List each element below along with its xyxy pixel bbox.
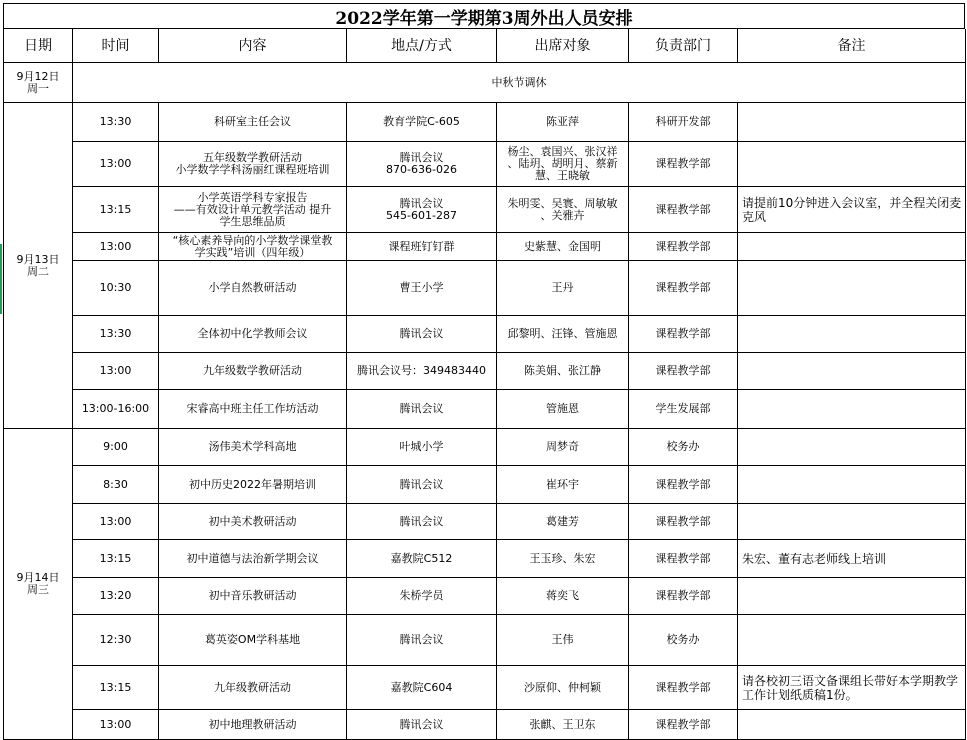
time-cell[interactable]	[73, 353, 159, 390]
place-cell[interactable]	[347, 261, 497, 316]
attendees-cell[interactable]	[497, 615, 629, 666]
column-header-7-text: 备注	[837, 37, 866, 54]
dept-cell[interactable]	[629, 666, 738, 710]
note-cell[interactable]	[738, 429, 966, 466]
attendees-cell-text: 王玉珍、朱宏	[529, 551, 596, 565]
content-cell[interactable]	[159, 142, 347, 187]
attendees-cell-text: 陈亚萍	[546, 115, 579, 128]
place-cell-text: 腾讯会议 545-601-287	[386, 196, 457, 222]
dept-cell-text: 课程教学部	[655, 239, 711, 253]
time-cell[interactable]	[73, 540, 159, 578]
dept-cell-text: 校务办	[666, 440, 700, 453]
content-cell[interactable]	[159, 710, 347, 740]
time-cell-text: 13:30	[99, 327, 132, 340]
attendees-cell[interactable]	[497, 466, 629, 504]
dept-cell[interactable]	[629, 615, 738, 666]
content-cell[interactable]	[159, 615, 347, 666]
place-cell[interactable]	[347, 429, 497, 466]
place-cell-text: 嘉教院C512	[390, 551, 453, 565]
column-header-4[interactable]	[347, 29, 497, 63]
content-cell[interactable]	[159, 187, 347, 233]
attendees-cell-text: 沙原仰、仲柯颖	[524, 680, 601, 694]
time-cell[interactable]	[73, 578, 159, 615]
time-cell[interactable]	[73, 261, 159, 316]
attendees-cell-text: 葛建芳	[546, 514, 579, 528]
time-cell-text: 13:15	[99, 680, 132, 694]
dept-cell-text: 课程教学部	[655, 477, 711, 491]
time-cell-text: 8:30	[103, 477, 128, 491]
note-cell[interactable]	[738, 710, 966, 740]
time-cell-text: 13:00	[99, 717, 132, 731]
place-cell[interactable]	[347, 103, 497, 142]
note-cell-text: 请各校初三语文备课组长带好本学期教学工作计划纸质稿1份。	[742, 673, 959, 702]
place-cell[interactable]	[347, 187, 497, 233]
attendees-cell-text: 朱明雯、吴寰、周敏敏 、关雅卉	[507, 196, 618, 222]
content-cell[interactable]	[159, 540, 347, 578]
dept-cell[interactable]	[629, 233, 738, 261]
attendees-cell-text: 邱黎明、汪锋、管施恩	[507, 327, 618, 340]
note-cell[interactable]	[738, 504, 966, 540]
note-cell[interactable]	[738, 578, 966, 615]
attendees-cell-text: 蒋奕飞	[546, 589, 579, 602]
attendees-cell[interactable]	[497, 429, 629, 466]
place-cell[interactable]	[347, 540, 497, 578]
place-cell[interactable]	[347, 316, 497, 353]
dept-cell[interactable]	[629, 429, 738, 466]
dept-cell[interactable]	[629, 353, 738, 390]
dept-cell[interactable]	[629, 578, 738, 615]
time-cell[interactable]	[73, 504, 159, 540]
note-cell[interactable]	[738, 466, 966, 504]
time-cell[interactable]	[73, 615, 159, 666]
column-header-2-text: 时间	[101, 37, 130, 54]
column-header-7[interactable]	[738, 29, 966, 63]
place-cell-text: 腾讯会议	[399, 717, 444, 731]
content-cell-text: 初中地理教研活动	[208, 717, 297, 731]
dept-cell-text: 课程教学部	[655, 680, 711, 694]
dept-cell[interactable]	[629, 103, 738, 142]
holiday-text-cell[interactable]	[73, 63, 966, 103]
dept-cell[interactable]	[629, 390, 738, 429]
content-cell-text: 五年级数学教研活动 小学数学学科汤丽红课程班培训	[175, 151, 330, 176]
column-header-1-text: 日期	[24, 37, 52, 54]
content-cell-text: 九年级数学教研活动	[203, 364, 302, 377]
place-cell-text: 教育学院C-605	[383, 115, 460, 128]
time-cell[interactable]	[73, 710, 159, 740]
attendees-cell[interactable]	[497, 390, 629, 429]
content-cell[interactable]	[159, 578, 347, 615]
place-cell-text: 叶城小学	[399, 440, 444, 453]
attendees-cell-text: 周梦奇	[546, 440, 579, 453]
note-cell-text: 请提前10分钟进入会议室，并全程关闭麦克风	[742, 195, 962, 224]
dept-cell[interactable]	[629, 504, 738, 540]
time-cell-text: 9:00	[103, 440, 128, 453]
place-cell-text: 腾讯会议	[399, 514, 444, 528]
content-cell[interactable]	[159, 316, 347, 353]
dept-cell-text: 课程教学部	[655, 157, 711, 170]
place-cell[interactable]	[347, 578, 497, 615]
attendees-cell[interactable]	[497, 504, 629, 540]
place-cell-text: 腾讯会议	[399, 327, 444, 340]
place-cell[interactable]	[347, 466, 497, 504]
column-header-6-text: 负责部门	[655, 37, 711, 54]
dept-cell[interactable]	[629, 466, 738, 504]
dept-cell-text: 学生发展部	[655, 402, 711, 415]
note-cell[interactable]	[738, 233, 966, 261]
date-cell-text: 9月14日 周三	[16, 571, 60, 596]
time-cell[interactable]	[73, 103, 159, 142]
content-cell-text: 宋睿高中班主任工作坊活动	[186, 402, 319, 415]
note-cell[interactable]	[738, 187, 966, 233]
place-cell[interactable]	[347, 142, 497, 187]
column-header-5-text: 出席对象	[534, 37, 591, 54]
dept-cell-text: 校务办	[666, 633, 700, 646]
place-cell[interactable]	[347, 233, 497, 261]
content-cell[interactable]	[159, 261, 347, 316]
content-cell[interactable]	[159, 504, 347, 540]
content-cell-text: 初中美术教研活动	[208, 514, 297, 528]
dept-cell-text: 课程教学部	[655, 589, 711, 602]
dept-cell[interactable]	[629, 316, 738, 353]
place-cell[interactable]	[347, 353, 497, 390]
dept-cell[interactable]	[629, 261, 738, 316]
content-cell-text: 小学英语学科专家报告 ——有效设计单元教学活动 提升 学生思维品质	[173, 190, 332, 228]
place-cell-text: 嘉教院C604	[390, 680, 453, 694]
attendees-cell-text: 史紫慧、金国明	[524, 239, 601, 253]
place-cell-text: 朱桥学员	[399, 589, 444, 602]
attendees-cell[interactable]	[497, 710, 629, 740]
dept-cell-text: 科研开发部	[655, 115, 711, 128]
time-cell-text: 10:30	[99, 281, 132, 294]
column-header-2[interactable]	[73, 29, 159, 63]
content-cell-text: 初中历史2022年暑期培训	[189, 477, 316, 491]
time-cell[interactable]	[73, 142, 159, 187]
time-cell[interactable]	[73, 429, 159, 466]
column-header-5[interactable]	[497, 29, 629, 63]
note-cell[interactable]	[738, 540, 966, 578]
attendees-cell-text: 陈美娟、张江静	[524, 364, 601, 377]
attendees-cell[interactable]	[497, 353, 629, 390]
content-cell-text: 科研室主任会议	[214, 115, 291, 128]
time-cell[interactable]	[73, 390, 159, 429]
time-cell-text: 13:15	[99, 202, 132, 216]
sheet-title: 2022学年第一学期第3周外出人员安排	[3, 3, 965, 29]
time-cell-text: 13:00	[99, 514, 132, 528]
column-header-1[interactable]	[4, 29, 73, 63]
attendees-cell-text: 王伟	[551, 633, 574, 646]
note-cell[interactable]	[738, 615, 966, 666]
note-cell[interactable]	[738, 316, 966, 353]
attendees-cell[interactable]	[497, 666, 629, 710]
time-cell-text: 13:30	[99, 115, 132, 128]
content-cell-text: 九年级教研活动	[214, 680, 291, 694]
attendees-cell-text: 王丹	[551, 281, 574, 294]
note-cell[interactable]	[738, 353, 966, 390]
place-cell[interactable]	[347, 504, 497, 540]
date-cell-text: 9月13日 周二	[16, 252, 60, 278]
dept-cell[interactable]	[629, 142, 738, 187]
place-cell-text: 曹王小学	[399, 281, 444, 294]
column-header-6[interactable]	[629, 29, 738, 63]
content-cell[interactable]	[159, 353, 347, 390]
attendees-cell-text: 杨尘、袁国兴、张汉祥 、陆玥、胡明月、蔡新 慧、王晓敏	[507, 145, 618, 182]
attendees-cell[interactable]	[497, 540, 629, 578]
place-cell[interactable]	[347, 710, 497, 740]
content-cell-text: 初中音乐教研活动	[208, 589, 297, 602]
content-cell-text: 小学自然教研活动	[208, 281, 297, 294]
dept-cell-text: 课程教学部	[655, 281, 711, 294]
place-cell[interactable]	[347, 390, 497, 429]
attendees-cell-text: 管施恩	[546, 402, 579, 415]
attendees-cell[interactable]	[497, 261, 629, 316]
attendees-cell[interactable]	[497, 233, 629, 261]
content-cell[interactable]	[159, 429, 347, 466]
content-cell[interactable]	[159, 666, 347, 710]
content-cell-text: 全体初中化学教师会议	[197, 327, 308, 340]
time-cell-text: 12:30	[99, 633, 132, 646]
place-cell-text: 腾讯会议	[399, 402, 444, 415]
content-cell-text: “核心素养导向的小学数学课堂教 学实践”培训（四年级）	[172, 233, 333, 259]
holiday-text-cell-text: 中秋节调休	[491, 75, 547, 89]
dept-cell-text: 课程教学部	[655, 364, 711, 377]
time-cell-text: 13:00	[99, 239, 132, 253]
attendees-cell-text: 崔环宇	[546, 477, 579, 491]
content-cell-text: 葛英姿OM学科基地	[204, 633, 301, 646]
dept-cell-text: 课程教学部	[655, 327, 711, 340]
column-header-3[interactable]	[159, 29, 347, 63]
dept-cell-text: 课程教学部	[655, 551, 711, 565]
attendees-cell[interactable]	[497, 578, 629, 615]
attendees-cell[interactable]	[497, 103, 629, 142]
place-cell-text: 课程班钉钉群	[388, 239, 455, 253]
time-cell[interactable]	[73, 187, 159, 233]
place-cell-text: 腾讯会议号：349483440	[357, 364, 486, 377]
time-cell[interactable]	[73, 316, 159, 353]
content-cell[interactable]	[159, 233, 347, 261]
note-cell[interactable]	[738, 666, 966, 710]
place-cell[interactable]	[347, 666, 497, 710]
note-cell-text: 朱宏、董有志老师线上培训	[742, 551, 887, 566]
note-cell[interactable]	[738, 261, 966, 316]
note-cell[interactable]	[738, 390, 966, 429]
note-cell[interactable]	[738, 103, 966, 142]
dept-cell[interactable]	[629, 187, 738, 233]
time-cell-text: 13:15	[99, 551, 132, 565]
time-cell-text: 13:20	[99, 589, 132, 602]
date-cell-holiday[interactable]	[4, 63, 73, 103]
time-cell-text: 13:00	[99, 364, 132, 377]
dept-cell-text: 课程教学部	[655, 514, 711, 528]
dept-cell-text: 课程教学部	[655, 717, 711, 731]
attendees-cell-text: 张麒、王卫东	[529, 717, 596, 731]
content-cell[interactable]	[159, 390, 347, 429]
content-cell[interactable]	[159, 466, 347, 504]
place-cell-text: 腾讯会议 870-636-026	[386, 151, 457, 176]
content-cell-text: 汤伟美术学科高地	[208, 440, 297, 453]
attendees-cell[interactable]	[497, 187, 629, 233]
dept-cell-text: 课程教学部	[655, 202, 711, 216]
time-cell-text: 13:00-16:00	[81, 402, 150, 415]
content-cell-text: 初中道德与法治新学期会议	[186, 551, 319, 565]
dept-cell[interactable]	[629, 540, 738, 578]
attendees-cell[interactable]	[497, 316, 629, 353]
place-cell[interactable]	[347, 615, 497, 666]
content-cell[interactable]	[159, 103, 347, 142]
time-cell[interactable]	[73, 466, 159, 504]
date-cell-holiday-text: 9月12日 周一	[16, 69, 60, 95]
column-header-3-text: 内容	[238, 37, 267, 54]
date-cell[interactable]	[4, 429, 73, 740]
note-cell[interactable]	[738, 142, 966, 187]
dept-cell[interactable]	[629, 710, 738, 740]
place-cell-text: 腾讯会议	[399, 477, 444, 491]
time-cell[interactable]	[73, 666, 159, 710]
column-header-4-text: 地点/方式	[391, 37, 452, 54]
date-cell[interactable]	[4, 103, 73, 429]
time-cell-text: 13:00	[99, 157, 132, 170]
time-cell[interactable]	[73, 233, 159, 261]
attendees-cell[interactable]	[497, 142, 629, 187]
place-cell-text: 腾讯会议	[399, 633, 444, 646]
row-selection-marker	[0, 244, 2, 314]
